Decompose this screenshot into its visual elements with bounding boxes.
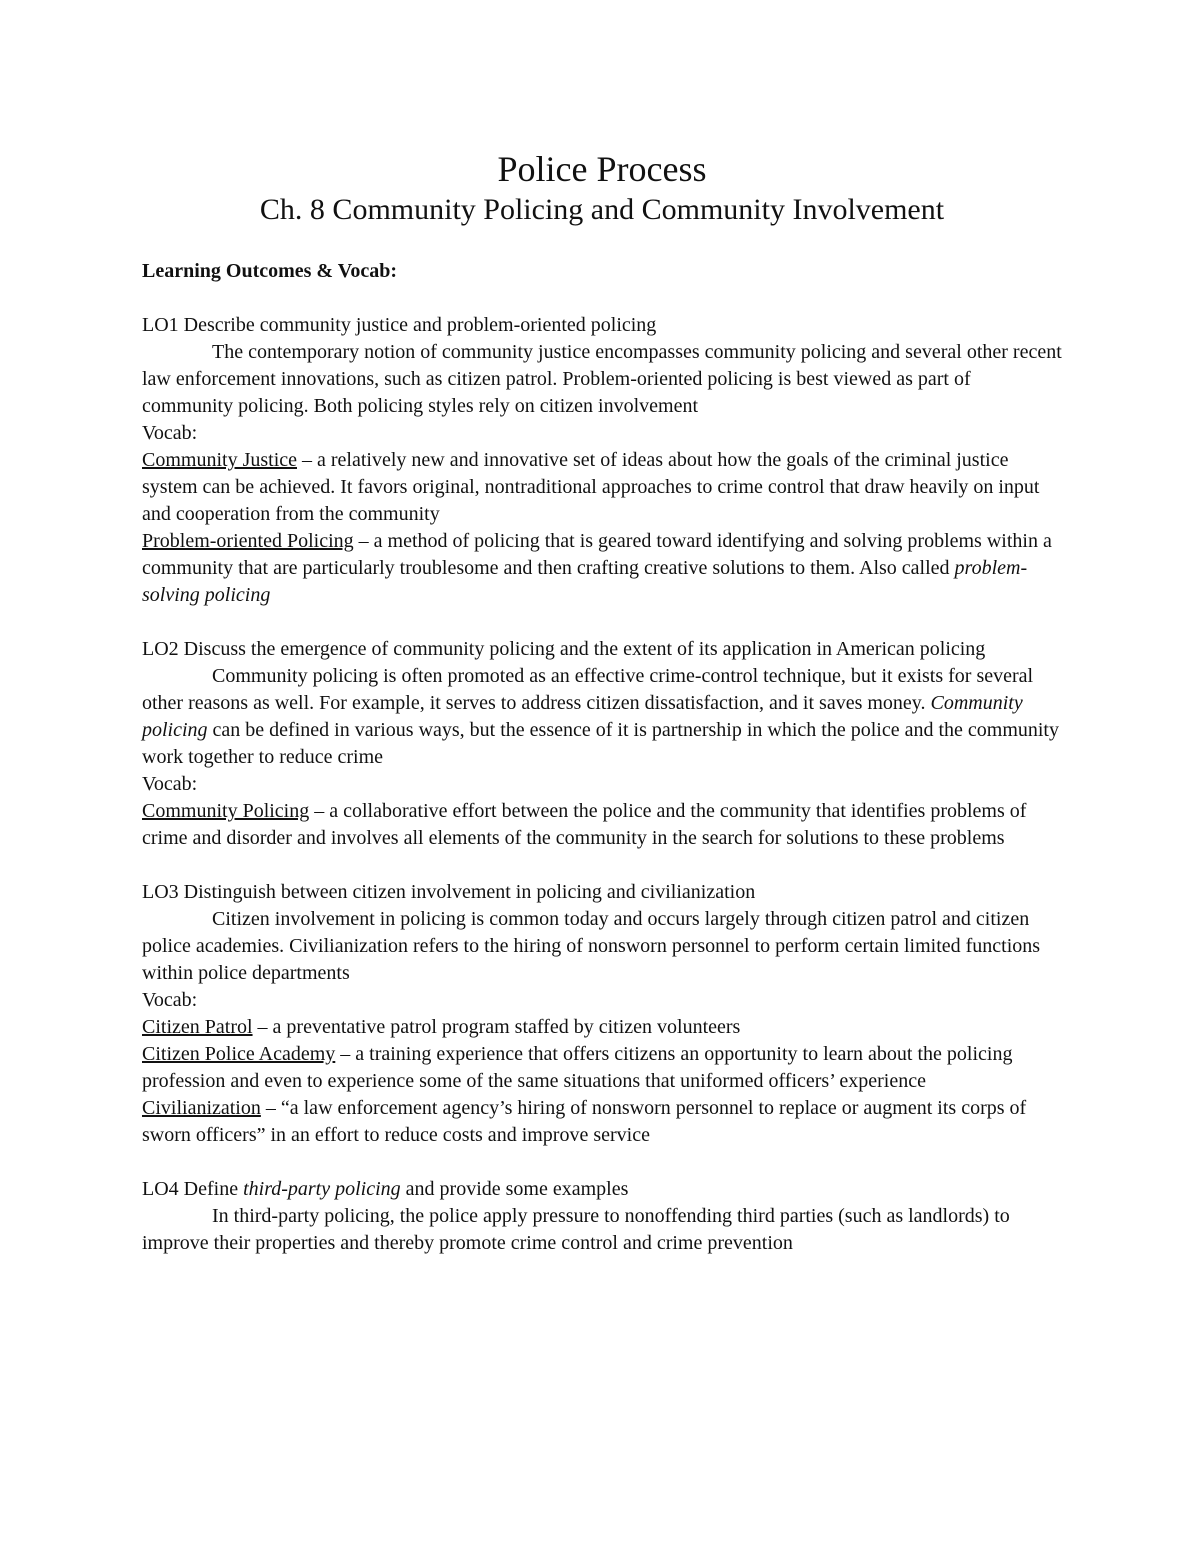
lo3-summary: Citizen involvement in policing is common today and occurs largely through citizen patrol and citizen police academies. Civilianization refers to the hiring of nonsworn personnel to perform certain limited functions within police departments [142,908,1041,984]
lo2-summary: Community policing is often promoted as an effective crime-control technique, but it exists for several other reasons as well. For example, it serves to address citizen dissatisfaction, and it saves money. Community policing can be defined in various ways, but the essence of it is partnership in which the police and the community work together to reduce crime [142,665,1059,768]
vocab-entry-problem-oriented-policing: Problem-oriented Policing – a method of policing that is geared toward identifying and solving problems within a community that are particularly troublesome and then crafting creative solutions to them. Also called problem-solving policing [142,530,1052,606]
vocab-entry-civilianization: Civilianization – “a law enforcement agency’s hiring of nonsworn personnel to replace or augment its corps of sworn officers” in an effort to reduce costs and improve service [142,1097,1027,1146]
vocab-entry-community-justice: Community Justice – a relatively new and innovative set of ideas about how the goals of the criminal justice system can be achieved. It favors original, nontraditional approaches to crime control that draw heavily on input and cooperation from the community [142,449,1040,525]
lo1-title: LO1 Describe community justice and problem-oriented policing [142,314,657,336]
vocab-term: Citizen Police Academy [142,1043,336,1065]
vocab-definition-italic: problem-solving policing [142,557,1028,606]
lo2-title: LO2 Discuss the emergence of community policing and the extent of its application in American policing [142,638,986,660]
vocab-definition: a preventative patrol program staffed by citizen volunteers [272,1016,741,1038]
vocab-entry-citizen-patrol: Citizen Patrol – a preventative patrol program staffed by citizen volunteers [142,1016,741,1038]
vocab-term: Community Policing [142,800,310,822]
vocab-entry-citizen-police-academy: Citizen Police Academy – a training experience that offers citizens an opportunity to learn about the policing profession and even to experience some of the same situations that uniformed officers’ experience [142,1043,1013,1092]
lo3-title: LO3 Distinguish between citizen involvement in policing and civilianization [142,881,756,903]
vocab-definition: a relatively new and innovative set of ideas about how the goals of the criminal justice system can be achieved. It favors original, nontraditional approaches to crime control that draw heavily on input and cooperation from the community [142,449,1040,525]
lo1-section [142,312,1062,609]
vocab-term: Community Justice [142,449,297,471]
vocab-entry-community-policing: Community Policing – a collaborative effort between the police and the community that identifies problems of crime and disorder and involves all elements of the community in the search for solutions to these problems [142,800,1027,849]
lo3-vocab-label: Vocab: [142,989,198,1011]
lo1-summary: The contemporary notion of community justice encompasses community policing and several other recent law enforcement innovations, such as citizen patrol. Problem-oriented policing is best viewed as part of community policing. Both policing styles rely on citizen involvement [142,341,1062,417]
lo2-summary-italic: Community policing [142,692,1023,741]
lo1-vocab-label: Vocab: [142,422,198,444]
lo4-summary: In third-party policing, the police apply pressure to nonoffending third parties (such as landlords) to improve their properties and thereby promote crime control and crime prevention [142,1205,1010,1254]
lo2-section [142,636,1062,852]
document-title: Police Process [497,149,707,189]
lo2-vocab-label: Vocab: [142,773,198,795]
vocab-definition: “a law enforcement agency’s hiring of nonsworn personnel to replace or augment its corps of sworn officers” in an effort to reduce costs and improve service [142,1097,1027,1146]
lo4-title-italic: third-party policing [243,1178,401,1200]
chapter-subtitle: Ch. 8 Community Policing and Community Involvement [259,193,945,226]
vocab-definition: a collaborative effort between the police and the community that identifies problems of crime and disorder and involves all elements of the community in the search for solutions to these problems [142,800,1027,849]
vocab-term: Civilianization [142,1097,261,1119]
section-heading: Learning Outcomes & Vocab: [142,260,397,282]
vocab-term: Problem-oriented Policing [142,530,354,552]
lo3-section [142,879,1062,1149]
vocab-definition: a method of policing that is geared toward identifying and solving problems within a community that are particularly troublesome and then crafting creative solutions to them. Also called [142,530,1052,579]
vocab-term: Citizen Patrol [142,1016,253,1038]
lo4-section [142,1176,1062,1257]
document-content [142,148,1062,1284]
lo4-title: LO4 Define third-party policing and provide some examples [142,1178,629,1200]
vocab-definition: a training experience that offers citizens an opportunity to learn about the policing profession and even to experience some of the same situations that uniformed officers’ experience [142,1043,1013,1092]
